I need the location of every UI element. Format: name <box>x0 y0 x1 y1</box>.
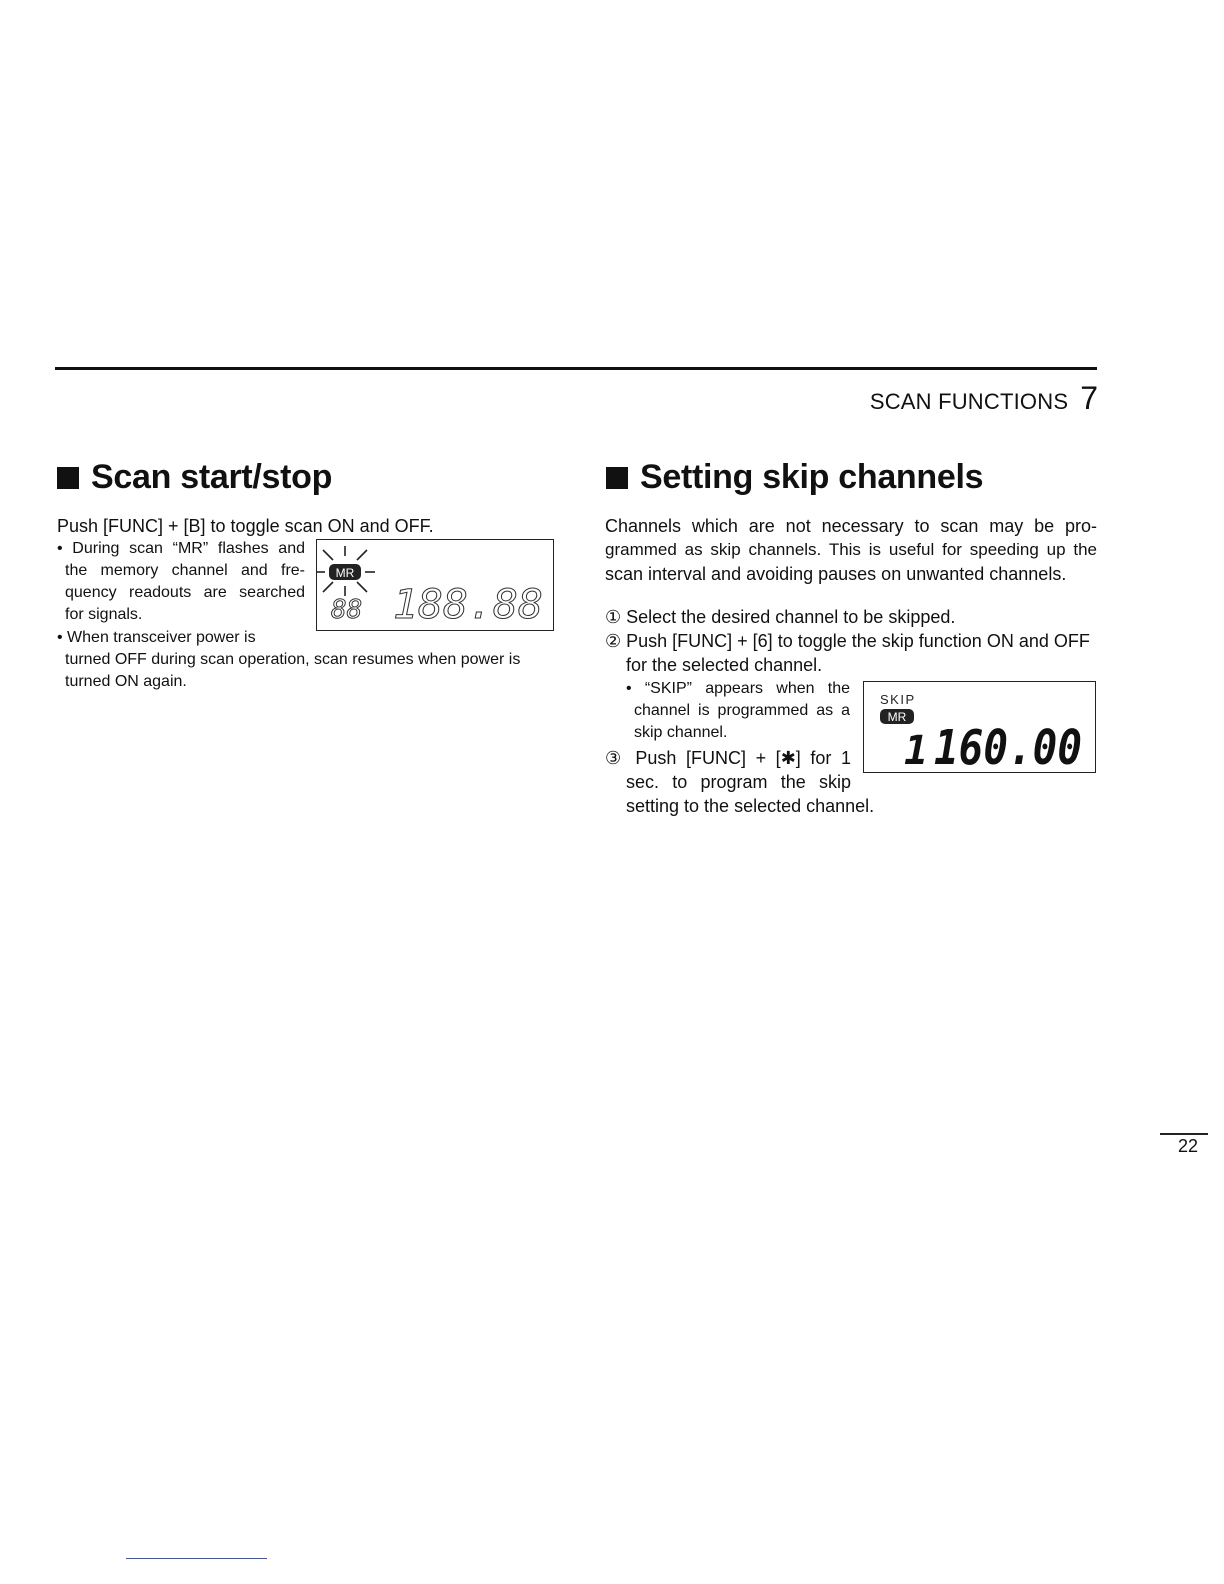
heading-scan-start-stop <box>57 458 332 497</box>
lcd-channel-readout: 88 <box>331 595 363 625</box>
left-bullet-2-rest: turned OFF during scan operation, scan resumes when power is turned ON again. <box>65 651 521 690</box>
mr-badge-text: MR <box>335 566 355 580</box>
heading-text: Scan start/stop <box>91 458 333 496</box>
step-3: ③ Push [FUNC] + [✱] for 1 sec. to program the skip setting to the selected channel. <box>605 748 875 816</box>
skip-note: • “SKIP” appears when the channel is programmed as a skip channel. <box>626 680 850 741</box>
step-2-line-1: ② Push [FUNC] + [6] to toggle the skip function ON and OFF <box>605 631 1090 651</box>
footer-line <box>126 1558 267 1559</box>
lcd-frequency-readout: 188.88 <box>393 582 543 628</box>
section-title: SCAN FUNCTIONS <box>869 389 1069 414</box>
page-number: 22 <box>1177 1136 1198 1156</box>
top-rule <box>55 367 1097 370</box>
square-bullet-icon <box>57 467 79 489</box>
mr-badge-text: MR <box>887 710 907 724</box>
lcd-skip-graphic <box>864 682 1095 772</box>
lcd-display-scan <box>316 539 554 631</box>
lcd-display-skip <box>863 681 1096 773</box>
skip-indicator: SKIP <box>880 692 916 707</box>
left-bullet-1: • During scan “MR” flashes and the memory channel and fre- quency readouts are searched for signals. <box>57 540 305 623</box>
square-bullet-icon <box>606 467 628 489</box>
lcd-frequency-readout: 160.00 <box>934 720 1082 772</box>
lcd-channel-readout: 1 <box>904 728 929 772</box>
heading-setting-skip-channels <box>606 458 983 497</box>
left-bullet-2-first: • When transceiver power is <box>57 629 256 646</box>
section-number: 7 <box>1080 380 1098 416</box>
heading-text: Setting skip channels <box>640 458 984 496</box>
step-1: ① Select the desired channel to be skipped. <box>605 607 956 627</box>
page-number-rule <box>1160 1133 1208 1135</box>
step-2-line-2: for the selected channel. <box>626 655 823 675</box>
right-intro: Channels which are not necessary to scan may be pro- grammed as skip channels. This is useful for speeding up the scan interval and avoiding pauses on unwanted channels. <box>605 516 1097 584</box>
left-intro: Push [FUNC] + [B] to toggle scan ON and OFF. <box>57 516 434 536</box>
section-header <box>870 380 1098 417</box>
lcd-scan-graphic <box>317 540 553 630</box>
